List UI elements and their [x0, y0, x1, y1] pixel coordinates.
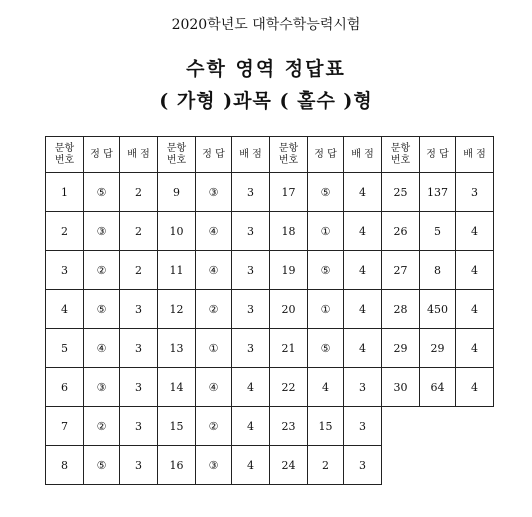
- answer-cell: 2: [308, 446, 344, 485]
- points-cell: 4: [344, 329, 382, 368]
- answer-cell: 15: [308, 407, 344, 446]
- answer-cell: ①: [196, 329, 232, 368]
- answer-cell: ⑤: [308, 173, 344, 212]
- question-number: 15: [158, 407, 196, 446]
- answer-cell: ③: [196, 173, 232, 212]
- answer-cell: ①: [308, 212, 344, 251]
- answer-cell: ⑤: [84, 173, 120, 212]
- points-cell: 2: [120, 251, 158, 290]
- question-number-header: 문항 번호: [46, 137, 84, 173]
- question-number: 14: [158, 368, 196, 407]
- answer-cell: 8: [420, 251, 456, 290]
- points-cell: 3: [120, 329, 158, 368]
- points-cell: 4: [456, 212, 494, 251]
- answer-cell: 29: [420, 329, 456, 368]
- table-row: [46, 173, 494, 212]
- subject-type-title: [0, 86, 532, 113]
- answer-cell: ⑤: [308, 251, 344, 290]
- answer-cell: 450: [420, 290, 456, 329]
- points-cell: 3: [456, 173, 494, 212]
- answer-cell: ⑤: [84, 290, 120, 329]
- exam-year-title: 2020학년도 대학수학능력시험: [171, 17, 361, 33]
- empty-cell: [382, 446, 420, 485]
- empty-cell: [420, 407, 456, 446]
- points-cell: 4: [456, 329, 494, 368]
- question-number: 27: [382, 251, 420, 290]
- subject-label: 과목 ( 홀수 )형: [233, 90, 373, 112]
- answer-cell: ⑤: [308, 329, 344, 368]
- answer-cell: ④: [196, 212, 232, 251]
- points-cell: 4: [456, 368, 494, 407]
- points-cell: 4: [344, 290, 382, 329]
- table-body: [46, 173, 494, 485]
- question-number: 23: [270, 407, 308, 446]
- question-number: 25: [382, 173, 420, 212]
- table-row: [46, 407, 494, 446]
- table-row: [46, 212, 494, 251]
- points-cell: 3: [232, 290, 270, 329]
- answer-cell: ③: [196, 446, 232, 485]
- points-cell: 4: [232, 446, 270, 485]
- answer-cell: ③: [84, 212, 120, 251]
- points-cell: 3: [344, 407, 382, 446]
- answer-cell: ③: [84, 368, 120, 407]
- question-number: 4: [46, 290, 84, 329]
- points-cell: 3: [344, 446, 382, 485]
- question-number: 6: [46, 368, 84, 407]
- points-cell: 3: [120, 407, 158, 446]
- question-number: 18: [270, 212, 308, 251]
- question-number: 5: [46, 329, 84, 368]
- points-header: 배 점: [120, 137, 158, 173]
- answer-cell: 5: [420, 212, 456, 251]
- empty-cell: [420, 446, 456, 485]
- question-number: 21: [270, 329, 308, 368]
- points-cell: 3: [344, 368, 382, 407]
- answer-cell: 64: [420, 368, 456, 407]
- answer-cell: ②: [84, 251, 120, 290]
- points-cell: 3: [120, 368, 158, 407]
- question-number: 3: [46, 251, 84, 290]
- table-row: [46, 290, 494, 329]
- answer-cell: 4: [308, 368, 344, 407]
- points-cell: 3: [232, 173, 270, 212]
- points-cell: 3: [232, 329, 270, 368]
- answer-cell: ④: [84, 329, 120, 368]
- answer-header: 정 답: [420, 137, 456, 173]
- points-cell: 2: [120, 212, 158, 251]
- table-row: [46, 368, 494, 407]
- answer-cell: 137: [420, 173, 456, 212]
- question-number: 22: [270, 368, 308, 407]
- question-number-header: 문항 번호: [270, 137, 308, 173]
- points-cell: 2: [120, 173, 158, 212]
- points-cell: 4: [344, 212, 382, 251]
- question-number: 8: [46, 446, 84, 485]
- answer-cell: ②: [196, 290, 232, 329]
- question-number: 12: [158, 290, 196, 329]
- points-cell: 4: [344, 251, 382, 290]
- question-number-header: 문항 번호: [158, 137, 196, 173]
- question-number: 9: [158, 173, 196, 212]
- points-header: 배 점: [456, 137, 494, 173]
- question-number: 1: [46, 173, 84, 212]
- answer-cell: ④: [196, 251, 232, 290]
- question-number: 30: [382, 368, 420, 407]
- answer-key-title: 수학 영역 정답표: [186, 58, 346, 80]
- question-number: 7: [46, 407, 84, 446]
- question-number: 2: [46, 212, 84, 251]
- table-header-row: [46, 137, 494, 173]
- question-number: 13: [158, 329, 196, 368]
- points-cell: 3: [232, 212, 270, 251]
- question-number: 28: [382, 290, 420, 329]
- points-header: 배 점: [232, 137, 270, 173]
- question-number: 17: [270, 173, 308, 212]
- answer-cell: ④: [196, 368, 232, 407]
- table-row: [46, 251, 494, 290]
- points-cell: 3: [232, 251, 270, 290]
- answer-table: [45, 136, 494, 485]
- empty-cell: [456, 407, 494, 446]
- points-header: 배 점: [344, 137, 382, 173]
- empty-cell: [382, 407, 420, 446]
- type-label: ( 가형 ): [159, 90, 234, 112]
- points-cell: 4: [456, 251, 494, 290]
- question-number: 26: [382, 212, 420, 251]
- answer-header: 정 답: [84, 137, 120, 173]
- empty-cell: [456, 446, 494, 485]
- points-cell: 4: [232, 407, 270, 446]
- question-number: 20: [270, 290, 308, 329]
- answer-cell: ②: [196, 407, 232, 446]
- table-row: [46, 446, 494, 485]
- question-number: 24: [270, 446, 308, 485]
- points-cell: 4: [456, 290, 494, 329]
- points-cell: 4: [232, 368, 270, 407]
- points-cell: 4: [344, 173, 382, 212]
- answer-cell: ②: [84, 407, 120, 446]
- question-number-header: 문항 번호: [382, 137, 420, 173]
- points-cell: 3: [120, 446, 158, 485]
- question-number: 29: [382, 329, 420, 368]
- question-number: 19: [270, 251, 308, 290]
- answer-header: 정 답: [308, 137, 344, 173]
- answer-header: 정 답: [196, 137, 232, 173]
- question-number: 16: [158, 446, 196, 485]
- points-cell: 3: [120, 290, 158, 329]
- answer-cell: ⑤: [84, 446, 120, 485]
- table-row: [46, 329, 494, 368]
- question-number: 10: [158, 212, 196, 251]
- answer-cell: ①: [308, 290, 344, 329]
- question-number: 11: [158, 251, 196, 290]
